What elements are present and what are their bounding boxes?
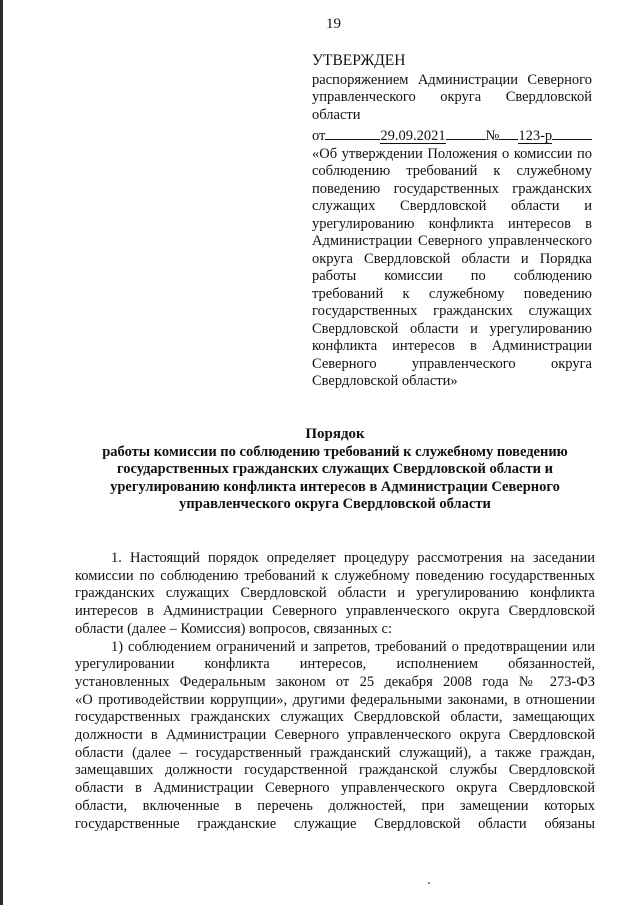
number-prefix: №: [485, 128, 500, 144]
order-title-line: требований к служебному поведению: [312, 285, 592, 302]
page-number: 19: [326, 16, 341, 32]
scan-speck: [428, 882, 430, 884]
order-title-line: «Об утверждении Положения о комиссии по: [312, 145, 592, 162]
body-line: установленных Федеральным законом от 25 декабря 2008 года № 273-ФЗ: [75, 673, 595, 690]
body-line: области в Администрации Северного управленческого округа Свердловской: [75, 780, 595, 797]
order-title-line: Свердловской области и урегулированию: [312, 320, 592, 337]
approval-line: распоряжением Администрации Северного: [312, 71, 592, 88]
approval-date: 29.09.2021: [380, 128, 446, 144]
order-title-line: государственных гражданских служащих: [312, 303, 592, 319]
body-line: интересов в Администрации Северного управленческого округа Свердловской: [75, 603, 595, 620]
body-line: должности в Администрации Северного управленческого округа Свердловской: [75, 727, 595, 744]
body-line: государственные гражданские служащие Свердловской области обязаны: [75, 815, 595, 832]
title-heading: Порядок: [305, 426, 365, 442]
body-line: гражданских служащих Свердловской области и урегулированию конфликта: [75, 585, 595, 602]
title-line: работы комиссии по соблюдению требований к служебному поведению: [102, 443, 568, 460]
scan-edge-mark: [0, 0, 3, 905]
approval-number: 123-р: [518, 128, 553, 144]
order-title-line: конфликта интересов в Администрации: [312, 338, 592, 354]
title-line: управленческого округа Свердловской области: [179, 496, 491, 512]
number-underline-left: [499, 124, 518, 140]
order-title-line: служащих Свердловской области и: [312, 198, 592, 214]
approval-date-line: [312, 124, 592, 146]
body-line: области (далее – Комиссия) вопросов, связанных с:: [75, 620, 393, 637]
order-title-line: поведению государственных гражданских: [312, 180, 592, 197]
order-title-line: соблюдению требований к служебному: [312, 163, 592, 179]
order-title: [312, 146, 592, 391]
order-title-line: работы комиссии по соблюдению: [312, 268, 592, 284]
body-line: урегулировании конфликта интересов, исполнением обязанностей,: [75, 656, 595, 673]
order-title-line: Северного управленческого округа: [312, 355, 592, 372]
title-line: государственных гражданских служащих Свердловской области и: [117, 461, 553, 477]
order-title-line: урегулированию конфликта интересов в: [312, 215, 592, 232]
body-line: «О противодействии коррупции», другими федеральными законами, в отношении: [75, 691, 595, 708]
order-title-line: Свердловской области»: [312, 373, 458, 389]
body-line: области, включенные в перечень должностей, при замещении которых: [75, 797, 595, 814]
body-line: 1) соблюдением ограничений и запретов, требований о предотвращении или: [111, 638, 595, 655]
order-title-line: Администрации Северного управленческого: [312, 233, 592, 249]
date-prefix: от: [312, 128, 326, 144]
body-line: замещавших должности государственной гражданской службы Свердловской: [75, 762, 595, 779]
body-line: комиссии по соблюдению требований к служебному поведению государственных: [75, 567, 595, 584]
title-line: урегулированию конфликта интересов в Администрации Северного: [110, 478, 560, 495]
approval-stamp: [312, 52, 592, 391]
date-underline-left: [325, 124, 380, 140]
approval-heading: УТВЕРЖДЕН: [312, 52, 406, 69]
body-text: [75, 550, 595, 833]
body-line: государственных гражданских служащих Свердловской области, замещающих: [75, 709, 595, 726]
document-title: [60, 426, 610, 514]
body-line: 1. Настоящий порядок определяет процедуру рассмотрения на заседании: [111, 550, 595, 566]
number-underline-right: [552, 124, 592, 140]
date-underline-right: [446, 124, 486, 140]
approval-line: области: [312, 106, 361, 123]
body-line: области (далее – государственный гражданский служащий), а также граждан,: [75, 744, 595, 761]
approval-line: управленческого округа Свердловской: [312, 89, 592, 105]
order-title-line: округа Свердловской области и Порядка: [312, 250, 592, 267]
